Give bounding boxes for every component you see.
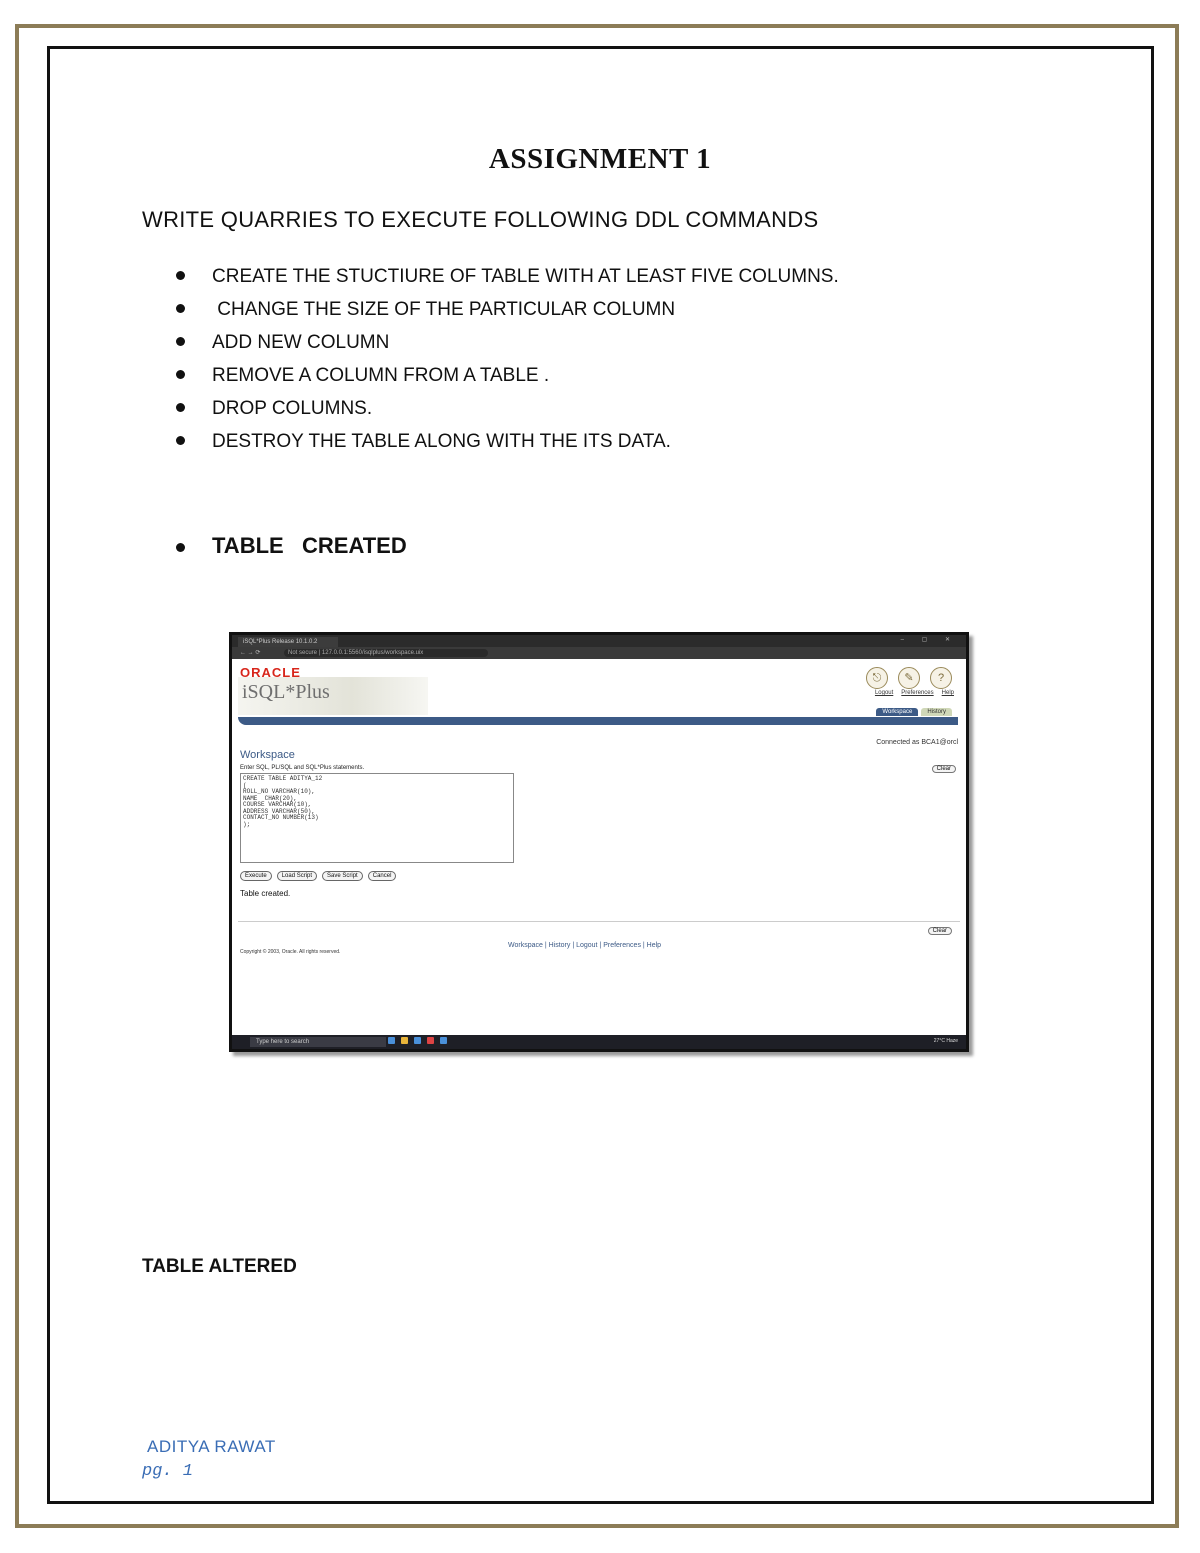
execute-button: Execute [240,871,272,881]
footer-links: Workspace | History | Logout | Preferences | Help [508,942,662,949]
header-band [238,717,958,725]
execution-result: Table created. [240,889,291,898]
app-icon [414,1037,421,1044]
copyright: Copyright © 2003, Oracle. All rights reserved. [240,949,341,955]
sql-editor: CREATE TABLE ADITYA_12 ( ROLL_NO VARCHAR(10), NAME CHAR(20), COURSE VARCHAR(10), ADDRESS VARCHAR(50), CONTACT_NO NUMBER(13) ); [240,773,514,863]
product-logo: iSQL*Plus [242,681,330,703]
app-icon [440,1037,447,1044]
clear-button: Clear [932,765,956,773]
list-item [174,361,839,394]
taskbar-search: Type here to search [250,1037,386,1047]
nav-arrows-icon: ← → ⟳ [240,650,261,656]
preferences-icon: ✎ [898,667,920,689]
connection-status: Connected as BCA1@orcl [876,739,958,746]
task-text: REMOVE A COLUMN FROM A TABLE . [212,365,550,386]
save-script-button: Save Script [322,871,363,881]
author-name: ADITYA RAWAT [147,1437,276,1456]
window-controls-icon: – ▢ ✕ [900,637,958,643]
folder-icon [401,1037,408,1044]
section-table-altered: TABLE ALTERED [142,1256,297,1277]
task-text: ADD NEW COLUMN [212,332,390,353]
page-title: ASSIGNMENT 1 [488,143,712,175]
logout-icon: ⎋ [866,667,888,689]
bullet-icon [176,271,185,280]
browser-tab: iSQL*Plus Release 10.1.0.2 [238,637,338,647]
task-text: DROP COLUMNS. [212,398,373,419]
divider [238,921,960,922]
list-item [174,427,839,460]
taskbar-apps [388,1037,447,1044]
task-text: DESTROY THE TABLE ALONG WITH THE ITS DATA. [212,431,671,452]
task-text: CHANGE THE SIZE OF THE PARTICULAR COLUMN [212,299,676,320]
bullet-icon [176,403,185,412]
isqlplus-page [232,659,966,1029]
tab-history: History [921,708,952,716]
bullet-icon [176,337,185,346]
app-icon [388,1037,395,1044]
header-icon-labels [875,690,954,696]
app-icon [427,1037,434,1044]
help-icon: ? [930,667,952,689]
load-script-button: Load Script [277,871,317,881]
assignment-subtitle: WRITE QUARRIES TO EXECUTE FOLLOWING DDL COMMANDS [142,207,819,232]
bullet-icon [176,370,185,379]
tab-workspace: Workspace [876,708,918,716]
browser-address-row [232,647,966,659]
section-table-created [174,533,407,559]
cancel-button: Cancel [368,871,397,881]
address-bar: Not secure | 127.0.0.1:5560/isqlplus/workspace.uix [284,649,488,657]
system-tray: 27°C Haze [933,1038,958,1044]
isql-tabs [876,708,952,716]
list-item [174,394,839,427]
section-heading: TABLE CREATED [212,533,407,558]
list-item [174,328,839,361]
list-item [174,262,839,295]
preferences-link: Preferences [901,690,934,696]
workspace-heading: Workspace [240,749,295,761]
header-icons [866,667,952,689]
list-item [174,295,839,328]
bullet-icon [176,436,185,445]
sql-input-label: Enter SQL, PL/SQL and SQL*Plus statements. [240,765,365,771]
page-number: pg. 1 [142,1462,194,1481]
logout-link: Logout [874,690,894,696]
bullet-icon [176,304,185,313]
embedded-screenshot [229,632,969,1052]
browser-tab-strip [232,635,966,647]
windows-taskbar [232,1035,966,1049]
bullet-icon [176,543,185,552]
clear-output-button: Clear [928,927,952,935]
task-text: CREATE THE STUCTIURE OF TABLE WITH AT LEAST FIVE COLUMNS. [212,266,839,287]
action-buttons [240,871,396,881]
oracle-logo: ORACLE [240,665,301,680]
help-link: Help [941,690,954,696]
task-list [174,262,839,460]
